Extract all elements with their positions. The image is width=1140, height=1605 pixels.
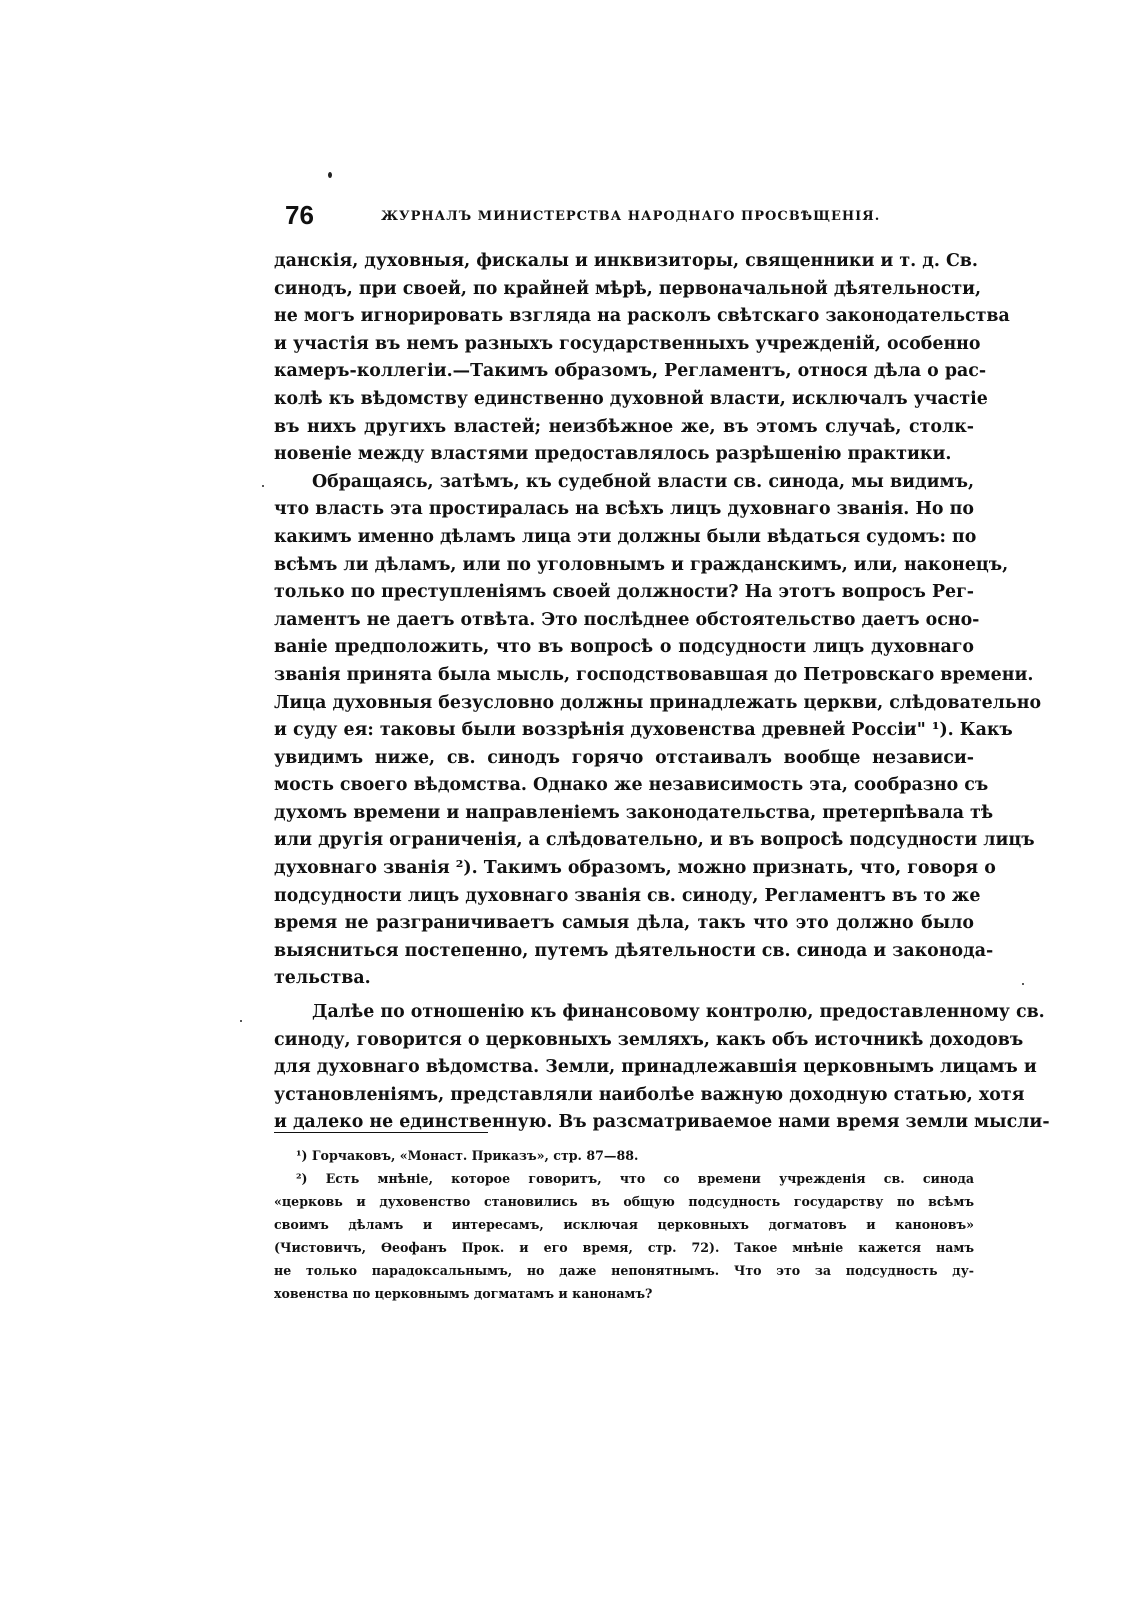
print-speck [240,1020,242,1022]
body-line: Обращаясь, затѣмъ, къ судебной власти св. синода, мы видимъ, [312,471,974,492]
body-line: синоду, говорится о церковныхъ земляхъ, какъ объ источникѣ доходовъ [274,1029,1024,1050]
footnotes [274,1144,974,1305]
body-line: званія принята была мысль, господствовавшая до Петровскаго времени. [274,664,1034,685]
body-line: ламентъ не даетъ отвѣта. Это послѣднее обстоятельство даетъ осно- [274,609,980,630]
body-line: увидимъ ниже, св. синодъ горячо отстаивалъ вообще независи- [274,747,974,768]
body-line: Далѣе по отношенію къ финансовому контролю, предоставленному св. [312,1002,1045,1023]
body-line: новеніе между властями предоставлялось разрѣшенію практики. [274,444,952,465]
footnote-line: «церковь и духовенство становились въ общую подсудность государству по всѣмъ [274,1194,974,1209]
footnote-line: ховенства по церковнымъ догматамъ и канонамъ? [274,1286,653,1301]
footnote-line: ¹) Горчаковъ, «Монаст. Приказъ», стр. 87—88. [296,1148,639,1163]
body-line: для духовнаго вѣдомства. Земли, принадлежавшія церковнымъ лицамъ и [274,1057,1037,1078]
footnote-line: своимъ дѣламъ и интересамъ, исключая церковныхъ догматовъ и каноновъ» [274,1217,974,1232]
body-line: время не разграничиваетъ самыя дѣла, такъ что это должно было [274,913,974,934]
body-line: и суду ея: таковы были воззрѣнія духовенства древней Россіи" ¹). Какъ [274,720,1013,741]
body-line: и участія въ немъ разныхъ государственныхъ учрежденій, особенно [274,333,981,354]
page-number: 76 [285,200,314,230]
body-line: тельства. [274,968,371,989]
body-line: мость своего вѣдомства. Однако же независимость эта, сообразно съ [274,775,989,796]
running-title: ЖУРНАЛЪ МИНИСТЕРСТВА НАРОДНАГО ПРОСВѢЩЕНІЯ. [381,209,881,224]
footnote-line: не только парадоксальнымъ, но даже непонятнымъ. Что это за подсудность ду- [274,1263,974,1278]
body-line: синодъ, при своей, по крайней мѣрѣ, первоначальной дѣятельности, [274,278,982,299]
body-line: и далеко не единственную. Въ разсматриваемое нами время земли мысли- [274,1112,1050,1133]
body-line: какимъ именно дѣламъ лица эти должны были вѣдаться судомъ: по [274,526,977,547]
body-line: выясниться постепенно, путемъ дѣятельности св. синода и законода- [274,940,994,961]
body-line: данскія, духовныя, фискалы и инквизиторы, священники и т. д. Св. [274,251,978,271]
body-line: или другія ограниченія, а слѣдовательно, и въ вопросѣ подсудности лицъ [274,830,1035,851]
body-line: всѣмъ ли дѣламъ, или по уголовнымъ и гражданскимъ, или, наконецъ, [274,554,1009,575]
body-line: духовнаго званія ²). Такимъ образомъ, можно признать, что, говоря о [274,858,996,879]
print-speck [262,485,264,487]
body-line: что власть эта простиралась на всѣхъ лицъ духовнаго званія. Но по [274,499,974,520]
body-line: камеръ-коллегіи.—Такимъ образомъ, Регламентъ, относя дѣла о рас- [274,361,987,382]
print-speck [328,172,332,178]
footnote-rule [274,1132,488,1133]
footnote-line: ²) Есть мнѣніе, которое говоритъ, что со времени учрежденія св. синода [296,1171,974,1186]
body-line: подсудности лицъ духовнаго званія св. синоду, Регламентъ въ то же [274,885,981,906]
page-header [285,200,970,234]
body-line: Лица духовныя безусловно должны принадлежать церкви, слѣдовательно [274,692,1042,713]
body-text [274,248,1050,1137]
body-line: не могъ игнорировать взгляда на расколъ свѣтскаго законодательства [274,306,1010,327]
body-line: въ нихъ другихъ властей; неизбѣжное же, въ этомъ случаѣ, столк- [274,416,974,437]
body-line: духомъ времени и направленіемъ законодательства, претерпѣвала тѣ [274,802,994,823]
print-speck [1022,983,1024,985]
body-line: только по преступленіямъ своей должности? На этотъ вопросъ Рег- [274,582,974,603]
body-line: установленіямъ, представляли наиболѣе важную доходную статью, хотя [274,1084,1025,1105]
footnote-line: (Чистовичъ, Ѳеофанъ Прок. и его время, стр. 72). Такое мнѣніе кажется намъ [274,1240,974,1255]
body-line: ваніе предположить, что въ вопросѣ о подсудности лицъ духовнаго [274,637,974,658]
body-line: колѣ къ вѣдомству единственно духовной власти, исключалъ участіе [274,388,988,409]
